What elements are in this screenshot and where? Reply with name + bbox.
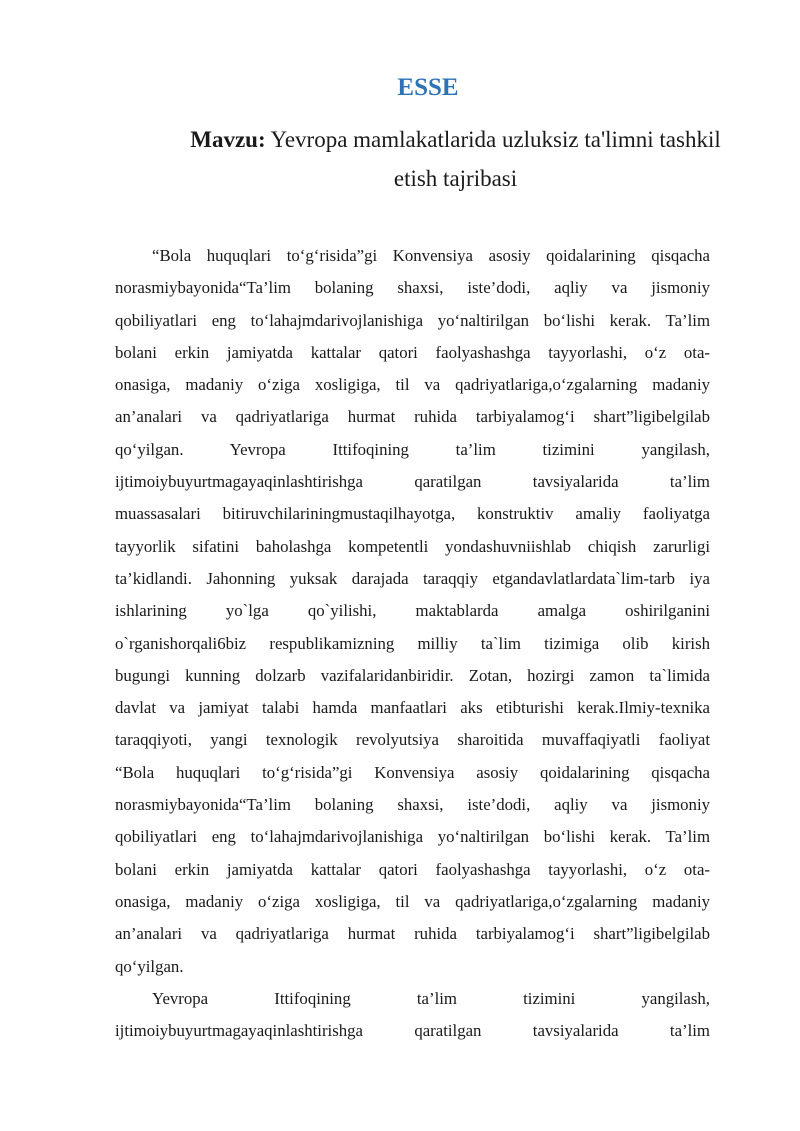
essay-subject: [168, 120, 743, 198]
body-line: norasmiybayonida“Ta’lim bolaning shaxsi, iste’dodi, aqliy va jismoniy: [115, 278, 710, 298]
body-line: an’analari va qadriyatlariga hurmat ruhida tarbiyalamog‘i shart”ligibelgilab: [115, 407, 710, 427]
body-line: bugungi kunning dolzarb vazifalaridanbiridir. Zotan, hozirgi zamon ta`limida: [115, 665, 710, 685]
body-line: ishlarining yo`lga qo`yilishi, maktablarda amalga oshirilganini: [115, 601, 710, 621]
body-line: qo‘yilgan. Yevropa Ittifoqining ta’lim tizimini yangilash,: [115, 439, 710, 459]
body-line: “Bola huquqlari to‘g‘risida”gi Konvensiya asosiy qoidalarining qisqacha: [115, 762, 710, 782]
body-line: ijtimoiybuyurtmagayaqinlashtirishga qaratilgan tavsiyalarida ta’lim: [115, 472, 710, 492]
body-line: qobiliyatlari eng to‘lahajmdarivojlanishiga yo‘naltirilgan bo‘lishi kerak. Ta’lim: [115, 827, 710, 847]
body-line: Yevropa Ittifoqining ta’lim tizimini yangilash,: [152, 988, 710, 1008]
body-line: bolani erkin jamiyatda kattalar qatori faolyashashga tayyorlashi, o‘z ota-: [115, 342, 710, 362]
body-line: davlat va jamiyat talabi hamda manfaatlari aks etibturishi kerak.Ilmiy-texnika: [115, 698, 710, 718]
body-line: an’analari va qadriyatlariga hurmat ruhida tarbiyalamog‘i shart”ligibelgilab: [115, 924, 710, 944]
body-line: ijtimoiybuyurtmagayaqinlashtirishga qaratilgan tavsiyalarida ta’lim: [115, 1021, 710, 1041]
body-line: ta’kidlandi. Jahonning yuksak darajada taraqqiy etgandavlatlardata`lim-tarb iya: [115, 568, 710, 588]
body-line: norasmiybayonida“Ta’lim bolaning shaxsi, iste’dodi, aqliy va jismoniy: [115, 795, 710, 815]
body-line: “Bola huquqlari to‘g‘risida”gi Konvensiya asosiy qoidalarining qisqacha: [152, 246, 710, 265]
subject-label: Mavzu:: [190, 127, 266, 152]
body-line: muassasalari bitiruvchilariningmustaqilhayotga, konstruktiv amaliy faoliyatga: [115, 504, 710, 524]
body-line: bolani erkin jamiyatda kattalar qatori faolyashashga tayyorlashi, o‘z ota-: [115, 859, 710, 879]
body-line: qobiliyatlari eng to‘lahajmdarivojlanishiga yo‘naltirilgan bo‘lishi kerak. Ta’lim: [115, 310, 710, 330]
essay-title: ESSE: [397, 74, 459, 101]
body-line: o`rganishorqali6biz respublikamizning milliy ta`lim tizimiga olib kirish: [115, 633, 710, 653]
body-line: qo‘yilgan.: [115, 956, 184, 976]
body-line: onasiga, madaniy o‘ziga xosligiga, til va qadriyatlariga,o‘zgalarning madaniy: [115, 891, 710, 911]
subject-text: Yevropa mamlakatlarida uzluksiz ta'limni tashkil etish tajribasi: [270, 127, 721, 191]
body-line: onasiga, madaniy o‘ziga xosligiga, til va qadriyatlariga,o‘zgalarning madaniy: [115, 375, 710, 395]
essay-body: [115, 240, 710, 1047]
body-line: tayyorlik sifatini baholashga kompetentli yondashuvniishlab chiqish zarurligi: [115, 536, 710, 556]
body-line: taraqqiyoti, yangi texnologik revolyutsiya sharoitida muvaffaqiyatli faoliyat: [115, 730, 710, 750]
